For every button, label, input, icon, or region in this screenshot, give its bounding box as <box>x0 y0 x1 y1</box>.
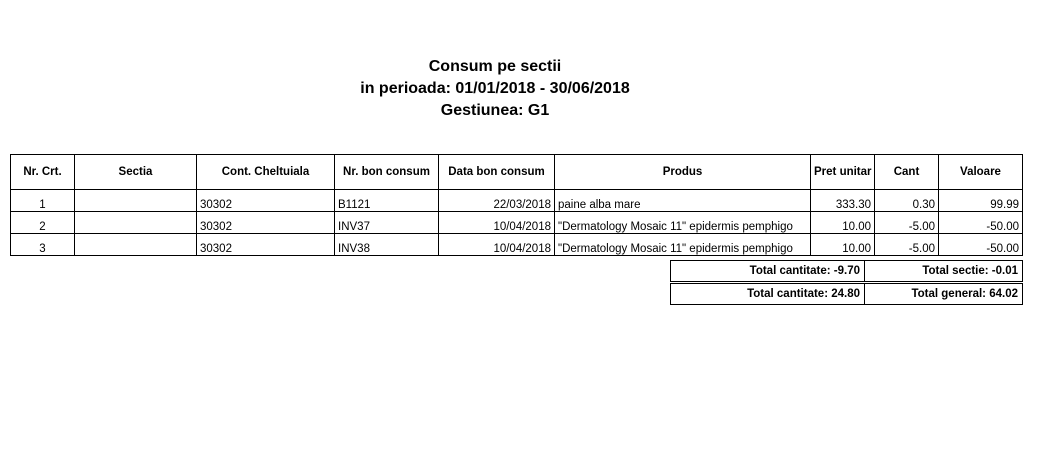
cell-produs: paine alba mare <box>555 190 811 212</box>
cell-sectia <box>75 212 197 234</box>
cell-bon: B1121 <box>335 190 439 212</box>
total-general-cantitate: Total cantitate: 24.80 <box>671 284 865 305</box>
col-nr-crt: Nr. Crt. <box>11 155 75 190</box>
cell-pret: 10.00 <box>811 212 875 234</box>
cell-bon: INV37 <box>335 212 439 234</box>
totals-sectie-row <box>671 261 1023 282</box>
col-cont-cheltuiala: Cont. Cheltuiala <box>197 155 335 190</box>
total-sectie-cantitate: Total cantitate: -9.70 <box>671 261 865 282</box>
cell-cant: 0.30 <box>875 190 939 212</box>
cell-cant: -5.00 <box>875 212 939 234</box>
totals-general-row <box>671 284 1023 305</box>
cell-valoare: -50.00 <box>939 234 1023 256</box>
report-gestiune: Gestiunea: G1 <box>440 102 550 119</box>
col-sectia: Sectia <box>75 155 197 190</box>
col-valoare: Valoare <box>939 155 1023 190</box>
table-header-row <box>11 155 1023 190</box>
total-general-valoare: Total general: 64.02 <box>865 284 1023 305</box>
cell-cont: 30302 <box>197 212 335 234</box>
table-row <box>11 190 1023 212</box>
report-period: in perioada: 01/01/2018 - 30/06/2018 <box>360 80 630 97</box>
cell-sectia <box>75 234 197 256</box>
cell-data: 10/04/2018 <box>439 212 555 234</box>
cell-produs: "Dermatology Mosaic 11" epidermis pemphigo <box>555 212 811 234</box>
cell-bon: INV38 <box>335 234 439 256</box>
cell-cont: 30302 <box>197 234 335 256</box>
cell-cant: -5.00 <box>875 234 939 256</box>
cell-cont: 30302 <box>197 190 335 212</box>
total-sectie-valoare: Total sectie: -0.01 <box>865 261 1023 282</box>
col-produs: Produs <box>555 155 811 190</box>
cell-nr: 1 <box>11 190 75 212</box>
col-nr-bon-consum: Nr. bon consum <box>335 155 439 190</box>
cell-pret: 10.00 <box>811 234 875 256</box>
cell-sectia <box>75 190 197 212</box>
cell-valoare: 99.99 <box>939 190 1023 212</box>
totals-table <box>670 260 1023 305</box>
consum-table <box>10 154 1023 256</box>
cell-data: 10/04/2018 <box>439 234 555 256</box>
cell-produs: "Dermatology Mosaic 11" epidermis pemphigo <box>555 234 811 256</box>
cell-data: 22/03/2018 <box>439 190 555 212</box>
table-row <box>11 212 1023 234</box>
table-row <box>11 234 1023 256</box>
col-cant: Cant <box>875 155 939 190</box>
cell-nr: 3 <box>11 234 75 256</box>
report-title: Consum pe sectii <box>428 58 562 75</box>
col-data-bon-consum: Data bon consum <box>439 155 555 190</box>
cell-nr: 2 <box>11 212 75 234</box>
cell-valoare: -50.00 <box>939 212 1023 234</box>
cell-pret: 333.30 <box>811 190 875 212</box>
col-pret-unitar: Pret unitar <box>811 155 875 190</box>
